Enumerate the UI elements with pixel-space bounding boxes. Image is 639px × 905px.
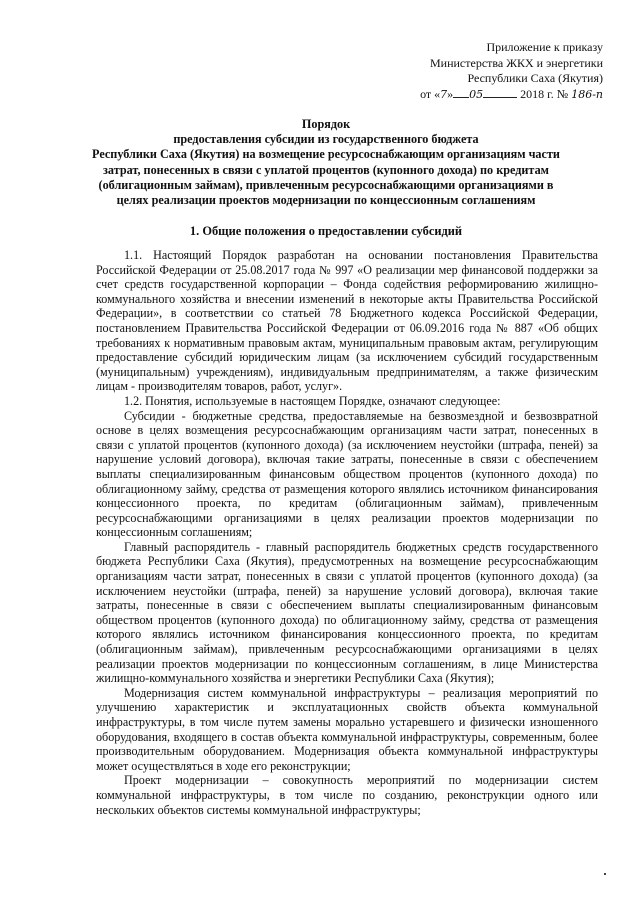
paragraph-1-2: 1.2. Понятия, используемые в настоящем Порядке, означают следующее: [124,393,501,408]
title-line-2: предоставления субсидии из государственного бюджета [173,132,479,147]
date-blank-1 [453,87,469,98]
document-title [66,117,586,208]
definition-modernization-project: Проект модернизации – совокупность мероприятий по модернизации систем коммунальной инфраструктуры, в том числе по созданию, реконструкции одного или нескольких объектов системы коммунальной инфраструктуры; [96,773,598,817]
definition-main-administrator: Главный распорядитель - главный распорядитель бюджетных средств государственного бюджета Республики Саха (Якутия), предусмотренных на возмещение ресурсоснабжающим организациям части затрат, понесенных в связи с уплатой процентов (купонного дохода) (за исключением неустойки (штрафа, пеней) за нарушение условий договора), включая такие затраты, понесенные в связи с обеспечением выплаты специализированным финансовым обществом процентов (купонного дохода) по облигационному займу, средства от размещения которого являлись источником финансирования концессионного проекта, по кредитам (облигационным займам), привлеченным ресурсоснабжающими организациями в целях реализации проектов модернизации по концессионным соглашениям, в лице Министерства жилищно-коммунального хозяйства и энергетики Республики Саха (Якутия); [96,539,598,686]
section-1-heading: 1. Общие положения о предоставлении субсидий [189,224,463,238]
header-line-2: Министерства ЖКХ и энергетики [430,55,603,70]
scan-speck [604,873,606,875]
paragraph-1-1: 1.1. Настоящий Порядок разработан на основании постановления Правительства Российской Федерации от 25.08.2017 года № 997 «О реализации мер финансовой поддержки за счет средств государственной корпорации – Фонда содействия реформированию жилищно-коммунального хозяйства и внесении изменений в некоторые акты Правительства Российской Федерации», в соответствии со статьей 78 Бюджетного кодекса Российской Федерации, постановлением Правительства Российской Федерации от 06.09.2016 года № 887 «Об общих требованиях к нормативным правовым актам, муниципальным правовым актам, регулирующим предоставление субсидий юридическим лицам (за исключением субсидий государственным (муниципальным) учреждениям), индивидуальным предпринимателям, а также физическим лицам - производителям товаров, работ, услуг». [96,248,598,394]
header-line-3: Республики Саха (Якутия) [467,71,603,86]
title-line-5: (облигационным займам), привлеченным ресурсоснабжающими организациями в [98,177,554,192]
handwritten-day: 7 [440,87,448,101]
handwritten-month: 05 [469,87,484,101]
title-line-4: затрат, понесенных в связи с уплатой процентов (купонного дохода) по кредитам [103,162,549,177]
header-date-line [373,87,603,103]
document-body [96,248,598,817]
title-line-1: Порядок [301,117,351,131]
title-line-6: целях реализации проектов модернизации по концессионным соглашениям [116,193,536,208]
order-attachment-header [373,40,603,102]
handwritten-order-number: 186-п [571,87,603,101]
date-prefix: от « [420,86,441,101]
date-blank-2 [483,87,517,98]
date-mid: » [447,86,454,101]
header-line-1: Приложение к приказу [486,40,603,54]
year-text: 2018 г. № [520,86,569,101]
definition-modernization: Модернизация систем коммунальной инфраструктуры – реализация мероприятий по улучшению характеристик и эксплуатационных свойств объекта коммунальной инфраструктуры, в том числе путем замены морально устаревшего и физически изношенного оборудования, входящего в состав объекта коммунальной инфраструктуры, современным, более производительным оборудованием. Модернизация объекта коммунальной инфраструктуры может осуществляться в ходе его реконструкции; [96,685,598,773]
definition-subsidies: Субсидии - бюджетные средства, предоставляемые на безвозмездной и безвозвратной основе в целях возмещения ресурсоснабжающим организациям части затрат, понесенных в связи с уплатой процентов (купонного дохода) (за исключением неустойки (штрафа, пеней) за нарушение условий договора), включая такие затраты, понесенные в связи с обеспечением выплаты специализированным финансовым обществом процентов (купонного дохода) по облигационному займу, средства от размещения которого являлись источником финансирования концессионного проекта, по кредитам (облигационным займам), привлеченным ресурсоснабжающими организациями в целях реализации проектов модернизации по концессионным соглашениям; [96,408,598,540]
title-line-3: Республики Саха (Якутия) на возмещение ресурсоснабжающим организациям части [92,147,560,162]
